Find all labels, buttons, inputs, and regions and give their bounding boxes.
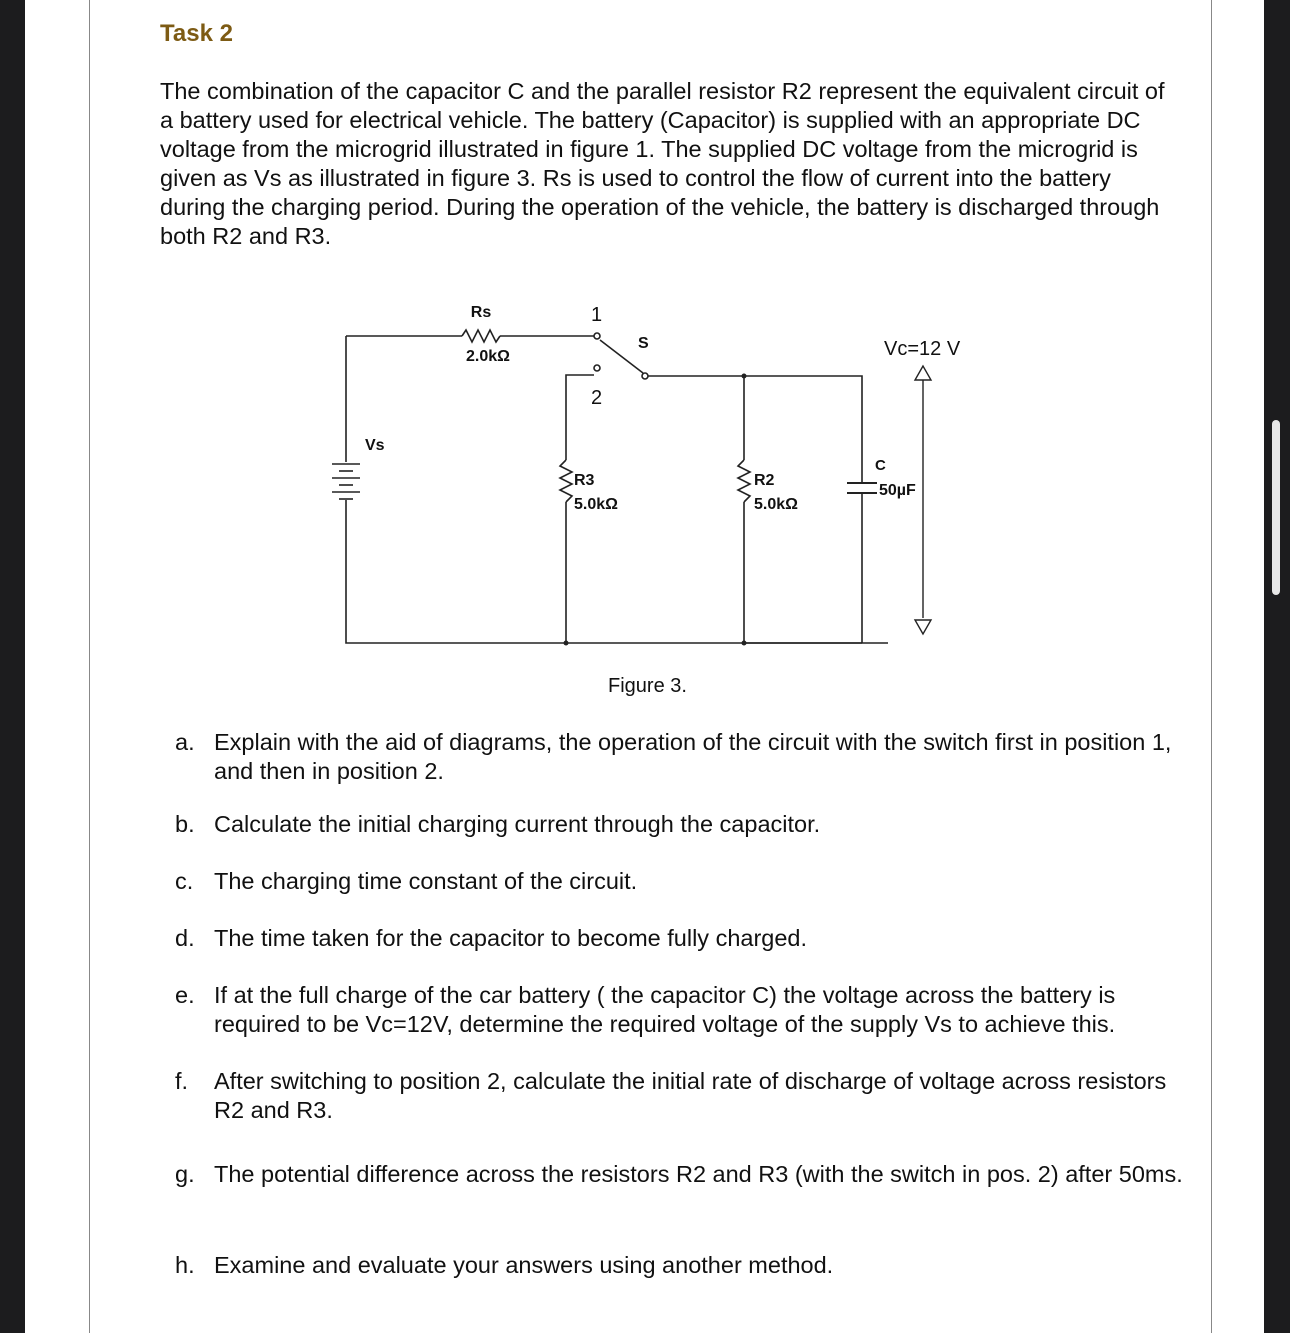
- switch-terminal-2: [594, 365, 600, 371]
- r2-value: 5.0kΩ: [754, 496, 798, 513]
- junction-dot: [564, 641, 569, 646]
- switch-position-1: 1: [591, 304, 603, 326]
- vc-label: Vc=12 V: [884, 338, 961, 360]
- r3-label: R3: [574, 472, 595, 489]
- r2-label: R2: [754, 472, 775, 489]
- vc-arrow-head-down: [915, 620, 931, 634]
- question-text: Examine and evaluate your answers using another method.: [214, 1252, 834, 1278]
- question-g: [175, 1160, 1195, 1189]
- document-page: [25, 0, 1264, 1333]
- question-letter: g.: [175, 1161, 195, 1187]
- question-h: [175, 1251, 1195, 1280]
- question-letter: h.: [175, 1252, 195, 1278]
- switch-position-2: 2: [591, 387, 603, 409]
- left-margin: [0, 0, 25, 1333]
- question-f: [175, 1067, 1195, 1125]
- switch-blade: [600, 340, 643, 373]
- junction-dot: [742, 641, 747, 646]
- junction-dot: [742, 374, 747, 379]
- rs-label: Rs: [470, 304, 492, 321]
- question-letter: e.: [175, 982, 195, 1008]
- question-c: [175, 867, 1195, 896]
- question-text: Calculate the initial charging current through the capacitor.: [214, 811, 821, 837]
- resistor-r3: [560, 460, 572, 502]
- scrollbar-track[interactable]: [1264, 0, 1290, 1333]
- c-label: C: [875, 457, 886, 474]
- question-letter: d.: [175, 925, 195, 951]
- intro-paragraph: The combination of the capacitor C and the parallel resistor R2 represent the equivalent circuit of a battery used for electrical vehicle. The battery (Capacitor) is supplied with an appropriate DC voltage from the microgrid illustrated in figure 1. The supplied DC voltage from the microgrid is given as Vs as illustrated in figure 3. Rs is used to control the flow of current into the battery during the charging period. During the operation of the vehicle, the battery is discharged through both R2 and R3.: [160, 78, 1165, 249]
- question-text: The potential difference across the resistors R2 and R3 (with the switch in pos. 2) after 50ms.: [214, 1161, 1183, 1187]
- r3-value: 5.0kΩ: [574, 496, 618, 513]
- resistor-r2: [738, 460, 750, 502]
- switch-terminal-1: [594, 333, 600, 339]
- question-a: [175, 728, 1195, 786]
- vs-label: Vs: [365, 437, 385, 454]
- wire-pos2-to-r3: [566, 375, 594, 460]
- question-text: The charging time constant of the circuit.: [214, 868, 638, 894]
- question-text: The time taken for the capacitor to become fully charged.: [214, 925, 808, 951]
- question-letter: b.: [175, 811, 195, 837]
- task-title: Task 2: [160, 20, 233, 47]
- question-text: After switching to position 2, calculate the initial rate of discharge of voltage across resistors R2 and R3.: [214, 1068, 1167, 1123]
- vc-arrow-head-up: [915, 366, 931, 380]
- figure-caption: Figure 3.: [608, 675, 687, 697]
- wire-top-left: [346, 336, 888, 643]
- question-b: [175, 810, 1195, 839]
- c-value: 50µF: [879, 482, 916, 499]
- circuit-diagram: [25, 290, 1264, 680]
- question-d: [175, 924, 1195, 953]
- battery-gap: [339, 462, 353, 500]
- question-e: [175, 981, 1195, 1039]
- rs-value: 2.0kΩ: [466, 348, 510, 365]
- switch-label: S: [638, 335, 649, 352]
- question-letter: a.: [175, 729, 195, 755]
- scrollbar-thumb[interactable]: [1272, 420, 1280, 595]
- question-text: If at the full charge of the car battery ( the capacitor C) the voltage across the battery is required to be Vc=12V, determine the required voltage of the supply Vs to achieve this.: [214, 982, 1116, 1037]
- switch-pivot: [642, 373, 648, 379]
- question-letter: f.: [175, 1068, 189, 1094]
- question-letter: c.: [175, 868, 194, 894]
- resistor-rs: [462, 330, 500, 342]
- question-text: Explain with the aid of diagrams, the operation of the circuit with the switch first in position 1, and then in position 2.: [214, 729, 1172, 784]
